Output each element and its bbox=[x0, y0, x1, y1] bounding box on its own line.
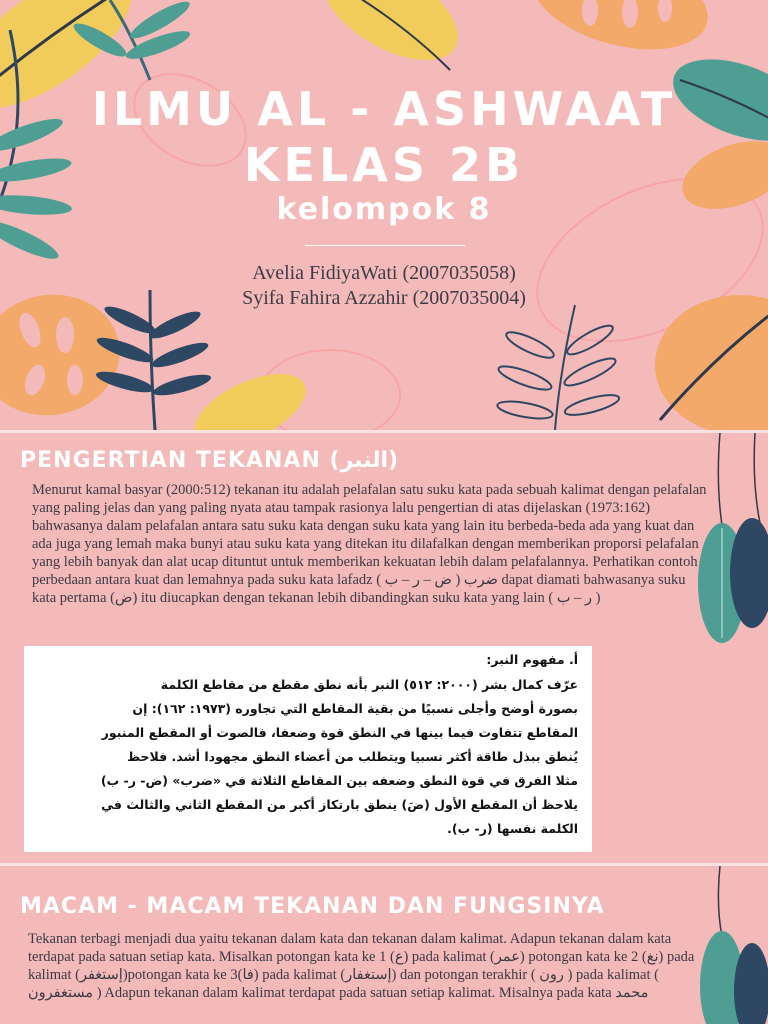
cover-slide bbox=[0, 0, 768, 430]
definition-paragraph: Menurut kamal basyar (2000:512) tekanan itu adalah pelafalan satu suku kata pada sebuah kalimat dengan pelafalan yang paling jelas dan yang paling nyata atau tampak rasionya lalu pengertian di atas dijelaskan (1973:162) bahwasanya dalam pelafalan antara satu suku kata dengan suku kata yang lain itu berbeda-beda ada yang kuat dan ada juga yang lemah maka bunyi atau suku kata yang ditekan itu dilafalkan dengan memberikan proporsi pelafalan yang lebih banyak dan alat ucap dituntut untuk memberikan kekuatan lebih dalam pelafalannya. Perhatikan contoh perbedaan antara kuat dan lemahnya pada suku kata lafadz ضرب ( ض – ر – ب ) dapat diamati bahwasanya suku kata pertama (ض) itu diucapkan dengan tekanan lebih dibandingkan suku kata yang lain ( ر – ب ) bbox=[32, 482, 707, 606]
types-paragraph: Tekanan terbagi menjadi dua yaitu tekanan dalam kata dan tekanan dalam kalimat. Adapun tekanan dalam kata terdapat pada satuan setiap kata. Misalkan potongan kata ke 1 (ع) pada kalimat (عمر) potongan kata ke 2 (نغ) pada kalimat (إستغفر)potongan kata ke 3(فا) pada kalimat (إستغفار) dan potongan terakhir ( رون ) pada kalimat ( مستغفرون ) Adapun tekanan dalam kalimat terdapat pada satuan setiap kalimat. Misalnya pada kata محمد bbox=[28, 931, 695, 1001]
arabic-line: المقاطع تتفاوت فيما بينها في النطق قوة وضعفا، فالصوت أو المقطع المنبور bbox=[101, 725, 578, 740]
types-slide bbox=[0, 866, 768, 1024]
title-separator bbox=[305, 245, 465, 246]
title-line-2: KELAS 2B bbox=[243, 138, 525, 192]
section-heading: PENGERTIAN TEKANAN (النبر) bbox=[20, 448, 400, 473]
arabic-line: يلاحظ أن المقطع الأول (ضَ) ينطق بارتكاز أكبر من المقطع الثاني والثالث في bbox=[101, 797, 578, 812]
subtitle: kelompok 8 bbox=[276, 192, 492, 227]
arabic-line: بصورة أوضح وأجلى نسبيًا من بقية المقاطع التي تجاوره (١٩٧٣: ١٦٢): إن bbox=[132, 701, 578, 716]
arabic-line: عرّف كمال بشر (٢٠٠٠: ٥١٢) النبر بأنه نطق مقطع من مقاطع الكلمة bbox=[160, 677, 578, 692]
arabic-excerpt-image bbox=[24, 646, 592, 852]
arabic-line: الكلمة نفسها (ر- ب). bbox=[447, 821, 578, 836]
author-2: Syifa Fahira Azzahir (2007035004) bbox=[242, 287, 526, 309]
section-heading: MACAM - MACAM TEKANAN DAN FUNGSINYA bbox=[20, 894, 605, 919]
title-line-1: ILMU AL - ASHWAAT bbox=[91, 82, 677, 136]
definition-slide bbox=[0, 433, 768, 863]
arabic-line: مثلا الفرق في قوة النطق وضعفه بين المقاطع الثلاثة في «ضرب» (ض- ر- ب) bbox=[100, 773, 578, 788]
arabic-line: يُنطق ببذل طاقة أكثر نسبيا ويتطلب من أعضاء النطق مجهودا أشد. فلاحظ bbox=[127, 749, 578, 764]
author-1: Avelia FidiyaWati (2007035058) bbox=[252, 262, 516, 284]
arabic-heading: أ. مفهوم النبر: bbox=[486, 652, 578, 667]
